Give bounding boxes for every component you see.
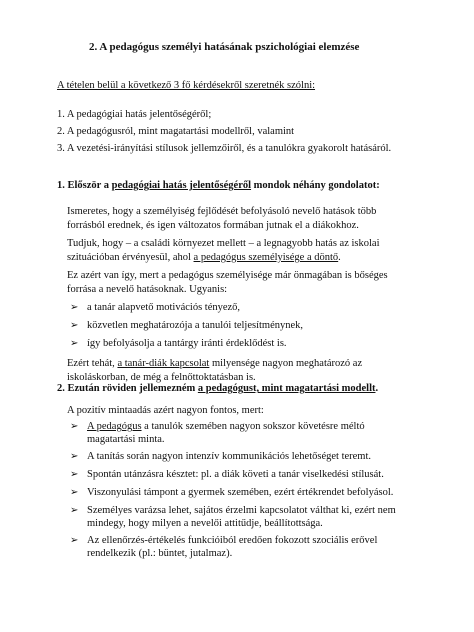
paragraph-line: A pozitív mintaadás azért nagyon fontos, mert: xyxy=(67,405,264,416)
bullet-item-continued: rendelkezik (pl.: büntet, jutalmaz). xyxy=(87,548,233,559)
text: milyensége nagyon meghatározó az xyxy=(209,358,363,369)
bullet-item: közvetlen meghatározója a tanulói teljesítménynek, xyxy=(87,320,304,331)
arrow-bullet-icon: ➢ xyxy=(70,451,79,462)
bullet-item: Spontán utánzásra késztet: pl. a diák követi a tanár viselkedési stílusát. xyxy=(87,469,384,480)
bullet-item: Személyes varázsa lehet, sajátos érzelmi kapcsolatot válthat ki, ezért nem xyxy=(87,505,396,516)
heading-text: 1. Először a xyxy=(57,180,112,191)
paragraph-line: forrása a nevelő hatásoknak. Ugyanis: xyxy=(67,284,228,295)
list-item: 3. A vezetési-irányítási stílusok jellemzőiről, és a tanulókra gyakorolt hatásáról. xyxy=(57,143,392,154)
bullet-item: A tanítás során nagyon intenzív kommunikációs lehetőséget teremt. xyxy=(87,451,372,462)
text: szituációban érvényesül, ahol xyxy=(67,252,194,263)
heading-text: 2. Ezután röviden jellemezném xyxy=(57,383,198,394)
paragraph-line: iskoláskorban, de még a felnőttoktatásban is. xyxy=(67,372,256,383)
heading-underlined: pedagógiai hatás jelentőségéről xyxy=(111,180,252,191)
list-item: 1. A pedagógiai hatás jelentőségéről; xyxy=(57,109,212,120)
paragraph-line: forrásból erednek, és igen változatos formában jutnak el a diákokhoz. xyxy=(67,220,359,231)
text: Ezért tehát, xyxy=(67,358,118,369)
list-item: 2. A pedagógusról, mint magatartási modellről, valamint xyxy=(57,126,295,137)
arrow-bullet-icon: ➢ xyxy=(70,421,79,432)
section-1-heading xyxy=(57,179,380,192)
document-title: 2. A pedagógus személyi hatásának pszichológiai elemzése xyxy=(89,41,360,53)
arrow-bullet-icon: ➢ xyxy=(70,505,79,516)
arrow-bullet-icon: ➢ xyxy=(70,338,79,349)
paragraph-line xyxy=(67,357,362,370)
underlined-text: a tanár-diák kapcsolat xyxy=(117,358,210,369)
underlined-text: a pedagógus személyisége a döntő xyxy=(193,252,339,263)
text: . xyxy=(338,252,341,263)
arrow-bullet-icon: ➢ xyxy=(70,487,79,498)
arrow-bullet-icon: ➢ xyxy=(70,302,79,313)
intro-line: A tételen belül a következő 3 fő kérdésekről szeretnék szólni: xyxy=(57,80,316,91)
bullet-item-continued: mindegy, hogy milyen a nevelői attitűdje, beállítottsága. xyxy=(87,518,323,529)
heading-underlined: a pedagógust, mint magatartási modellt xyxy=(197,383,376,394)
arrow-bullet-icon: ➢ xyxy=(70,469,79,480)
bullet-item xyxy=(87,420,365,433)
paragraph-line: Tudjuk, hogy – a családi környezet mellett – a legnagyobb hatás az iskolai xyxy=(67,238,380,249)
bullet-item: így befolyásolja a tantárgy iránti érdeklődést is. xyxy=(87,338,287,349)
bullet-item-continued: magatartási minta. xyxy=(87,434,165,445)
arrow-bullet-icon: ➢ xyxy=(70,320,79,331)
text: a tanulók szemében nagyon sokszor követésre méltó xyxy=(141,421,365,432)
underlined-text: A pedagógus xyxy=(87,421,142,432)
bullet-item: Viszonyulási támpont a gyermek szemében, ezért értékrendet befolyásol. xyxy=(87,487,394,498)
heading-text: . xyxy=(375,383,379,394)
paragraph-line: Ismeretes, hogy a személyiség fejlődését befolyásoló nevelő hatások több xyxy=(67,206,377,217)
heading-text: mondok néhány gondolatot: xyxy=(251,180,380,191)
arrow-bullet-icon: ➢ xyxy=(70,535,79,546)
section-2-heading xyxy=(57,382,378,395)
bullet-item: Az ellenőrzés-értékelés funkcióiból eredően fokozott szociális erővel xyxy=(87,535,378,546)
paragraph-line: Ez azért van így, mert a pedagógus személyisége már önmagában is bőséges xyxy=(67,270,388,281)
paragraph-line xyxy=(67,251,341,264)
bullet-item: a tanár alapvető motivációs tényező, xyxy=(87,302,241,313)
